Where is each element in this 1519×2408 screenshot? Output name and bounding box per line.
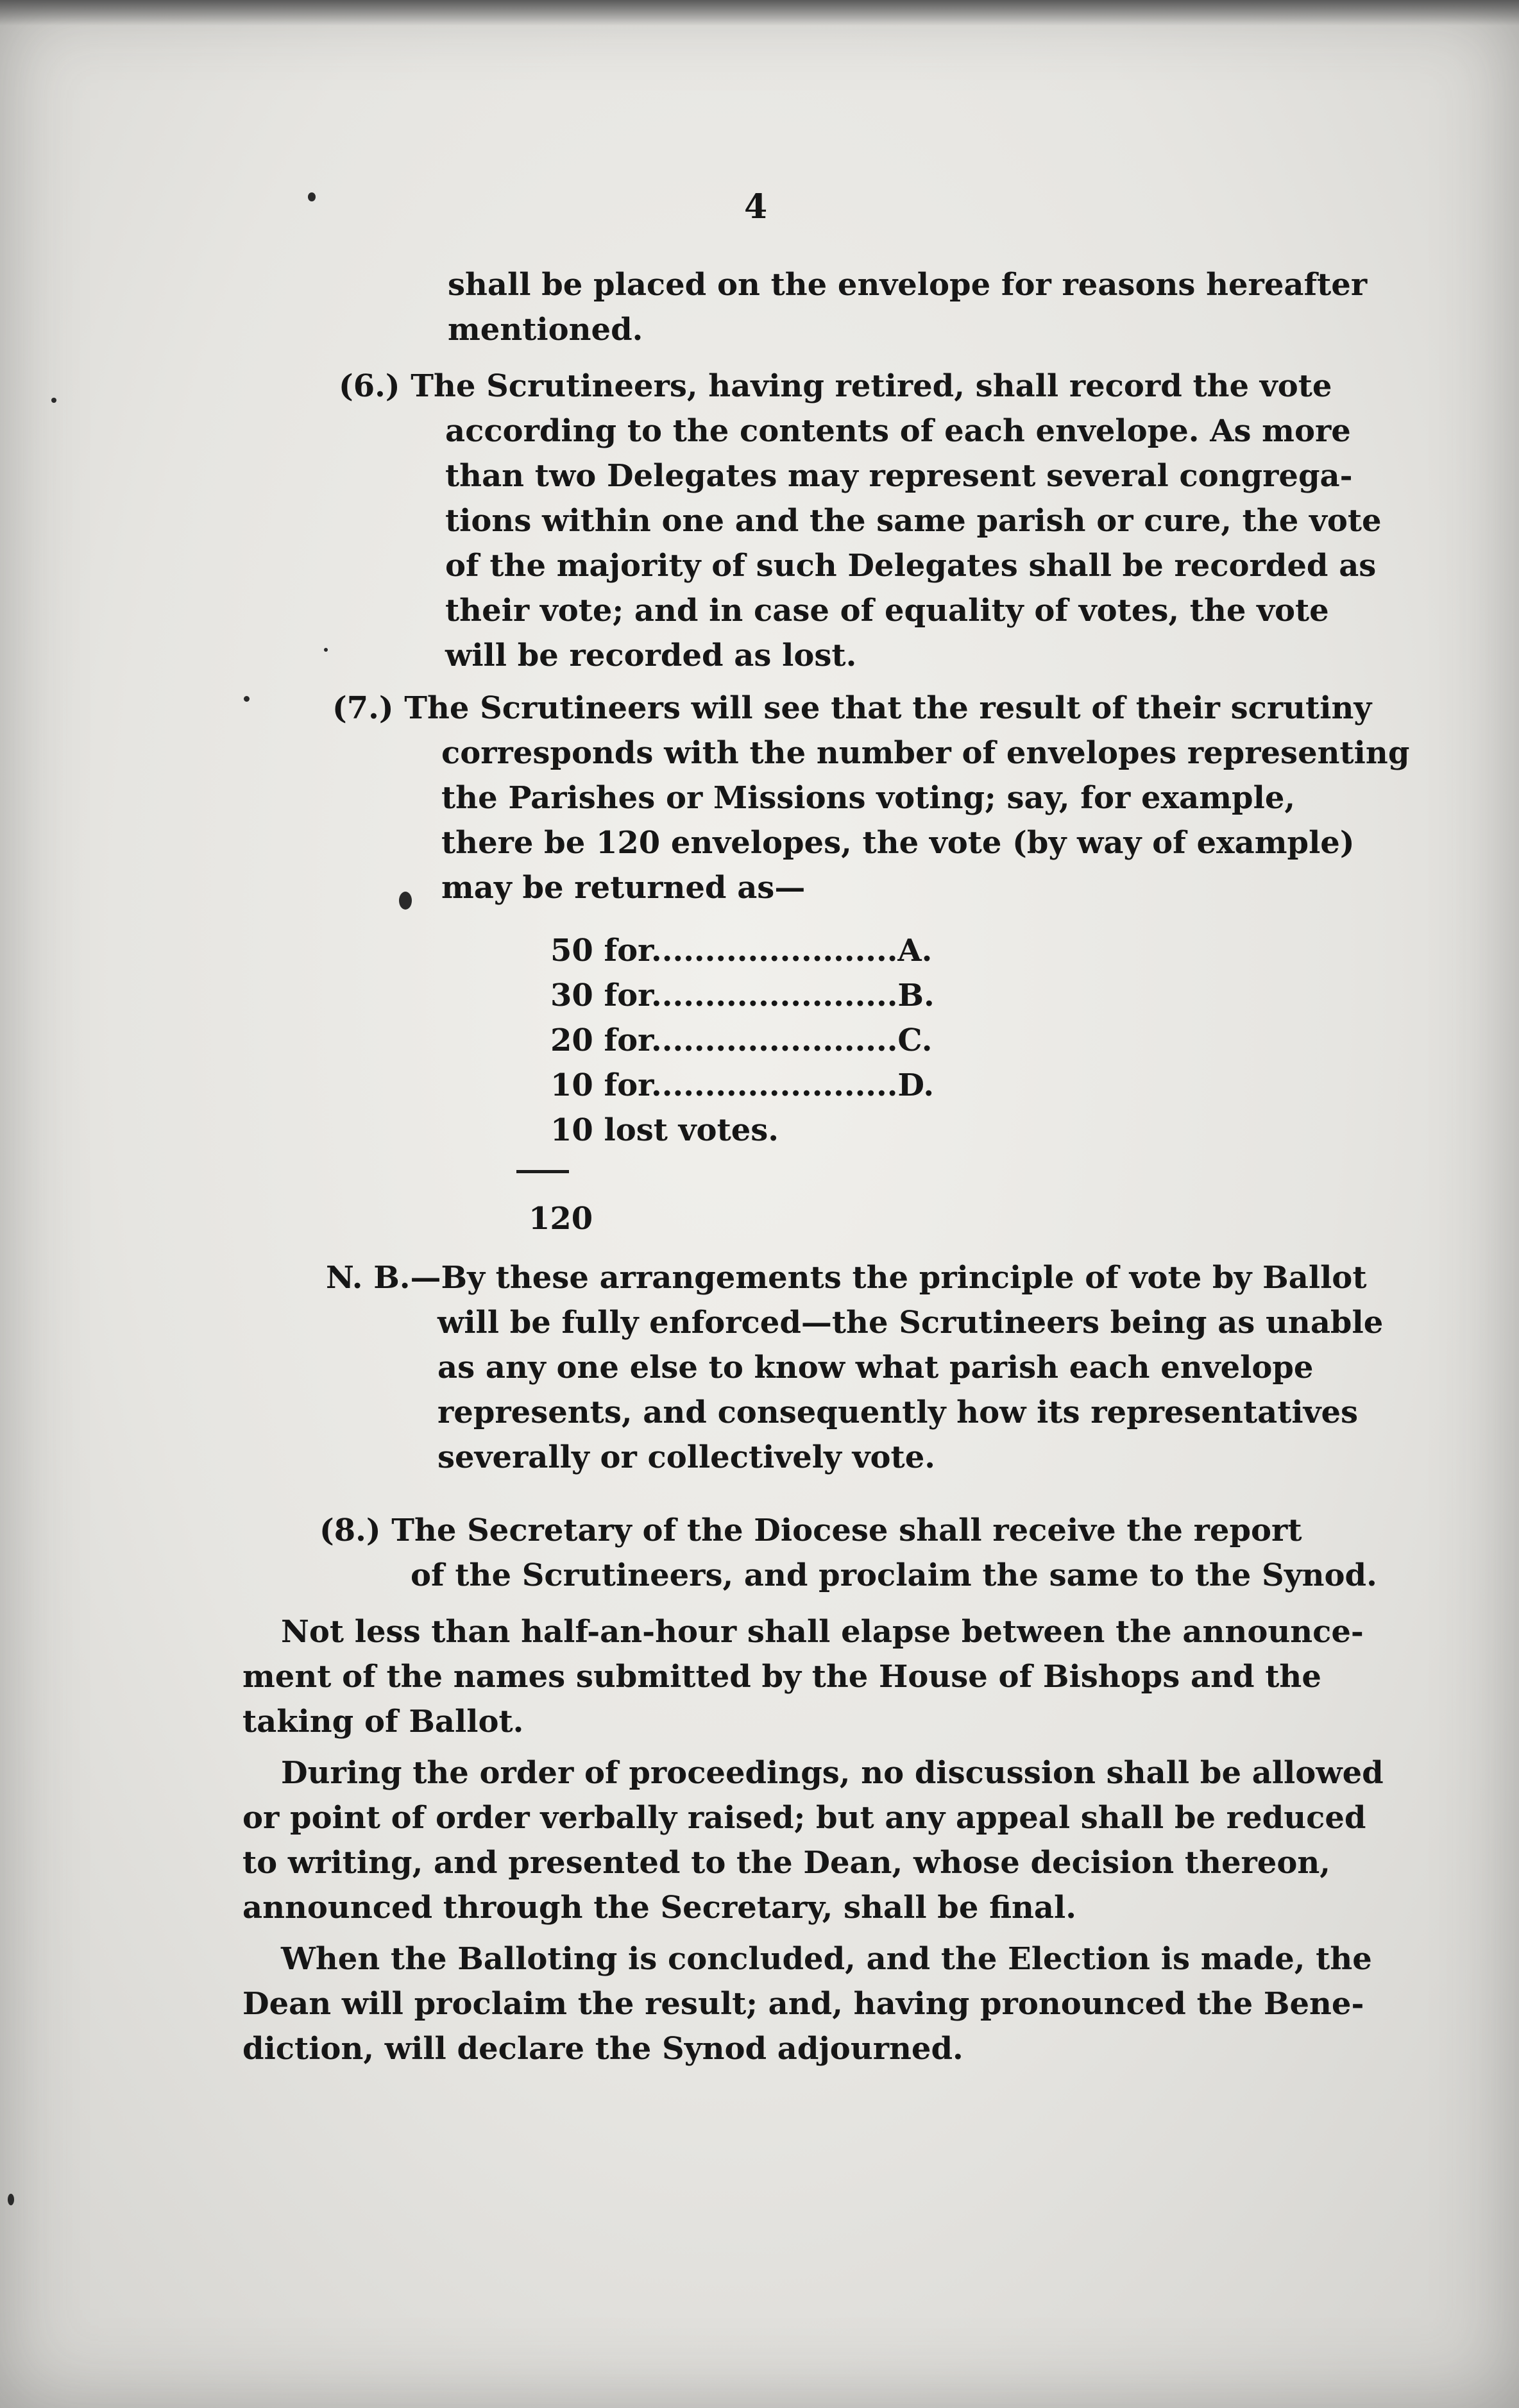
tally-total: 120 — [529, 1201, 593, 1237]
text-line: (6.) The Scrutineers, having retired, shall record the vote — [339, 368, 1332, 404]
text-line: of the Scrutineers, and proclaim the same to the Synod. — [411, 1557, 1377, 1593]
text-line: will be fully enforced—the Scrutineers being as unable — [437, 1305, 1384, 1341]
text-line: When the Balloting is concluded, and the Election is made, the — [281, 1941, 1372, 1977]
text-line: mentioned. — [448, 312, 643, 348]
tally-row: 10 lost votes. — [550, 1112, 779, 1148]
text-line: the Parishes or Missions voting; say, for example, — [441, 780, 1296, 816]
text-line: taking of Ballot. — [242, 1704, 524, 1740]
text-line: During the order of proceedings, no discussion shall be allowed — [281, 1755, 1384, 1791]
tally-row: 50 for.......................A. — [550, 933, 933, 969]
text-line: tions within one and the same parish or cure, the vote — [445, 503, 1382, 539]
text-line: as any one else to know what parish each envelope — [437, 1350, 1314, 1386]
text-line: (7.) The Scrutineers will see that the result of their scrutiny — [332, 690, 1372, 726]
tally-row: 30 for.......................B. — [550, 978, 935, 1013]
text-line: will be recorded as lost. — [445, 638, 857, 674]
text-line: or point of order verbally raised; but any appeal shall be reduced — [242, 1800, 1366, 1836]
text-line: their vote; and in case of equality of votes, the vote — [445, 593, 1329, 629]
tally-row: 20 for.......................C. — [550, 1022, 933, 1058]
text-line: may be returned as— — [441, 870, 806, 906]
ink-speck — [308, 192, 316, 201]
text-line: represents, and consequently how its representatives — [437, 1395, 1359, 1430]
ink-speck — [324, 648, 328, 652]
tally-row: 10 for.......................D. — [550, 1067, 935, 1103]
text-line: announced through the Secretary, shall be final. — [242, 1890, 1076, 1926]
text-line: (8.) The Secretary of the Diocese shall receive the report — [319, 1513, 1302, 1548]
ink-speck — [8, 2194, 14, 2205]
page-number: 4 — [744, 187, 768, 226]
text-line: severally or collectively vote. — [437, 1439, 935, 1475]
torn-top-edge — [0, 0, 1519, 26]
ink-speck — [244, 696, 250, 702]
text-line: diction, will declare the Synod adjourned. — [242, 2031, 963, 2067]
text-line: to writing, and presented to the Dean, whose decision thereon, — [242, 1845, 1330, 1881]
ink-speck — [399, 892, 412, 910]
text-line: than two Delegates may represent several congrega- — [445, 458, 1353, 494]
text-line: according to the contents of each envelope. As more — [445, 413, 1351, 449]
text-line: there be 120 envelopes, the vote (by way of example) — [441, 825, 1355, 861]
sum-rule — [516, 1170, 569, 1173]
text-line: Dean will proclaim the result; and, having pronounced the Bene- — [242, 1986, 1364, 2022]
text-line: N. B.—By these arrangements the principle of vote by Ballot — [326, 1260, 1367, 1296]
text-line: of the majority of such Delegates shall be recorded as — [445, 548, 1377, 584]
text-line: ment of the names submitted by the House of Bishops and the — [242, 1659, 1321, 1695]
text-line: shall be placed on the envelope for reasons hereafter — [448, 267, 1368, 303]
text-line: corresponds with the number of envelopes representing — [441, 735, 1410, 771]
text-line: Not less than half-an-hour shall elapse between the announce- — [281, 1614, 1364, 1650]
ink-speck — [51, 398, 56, 403]
